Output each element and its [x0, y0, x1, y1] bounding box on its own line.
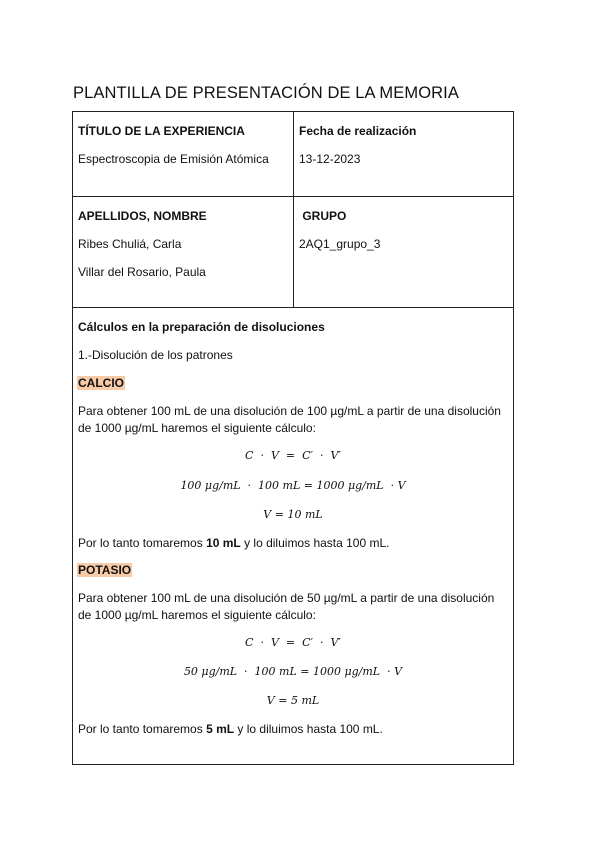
potasio-equation-result: V = 5 mL	[266, 694, 320, 707]
calcio-equation-result: V = 10 mL	[263, 508, 323, 521]
row-divider	[73, 307, 513, 308]
group-value: 2AQ1_grupo_3	[299, 237, 381, 251]
calcio-label: CALCIO	[78, 376, 124, 390]
potasio-label: POTASIO	[78, 563, 132, 577]
student-name: Villar del Rosario, Paula	[78, 265, 206, 279]
calcio-equation-values: 100 μg/mL · 100 mL = 1000 μg/mL · V	[180, 479, 406, 492]
page-title: PLANTILLA DE PRESENTACIÓN DE LA MEMORIA	[73, 84, 459, 102]
potasio-volume: 5 mL	[206, 722, 235, 736]
calculations-heading: Cálculos en la preparación de disoluciones	[78, 320, 325, 334]
date-label: Fecha de realización	[299, 124, 417, 138]
calcio-volume: 10 mL	[206, 536, 241, 550]
calcio-equation-general: C · V = C′ · V′	[245, 449, 341, 462]
group-label: GRUPO	[299, 209, 347, 223]
potasio-equation-values: 50 μg/mL · 100 mL = 1000 μg/mL · V	[183, 665, 403, 678]
names-label: APELLIDOS, NOMBRE	[78, 209, 207, 223]
potasio-equation-general: C · V = C′ · V′	[245, 636, 341, 649]
student-name: Ribes Chuliá, Carla	[78, 237, 182, 251]
date-value: 13-12-2023	[299, 152, 361, 166]
memoria-table	[72, 111, 514, 765]
calculations-subheading: 1.-Disolución de los patrones	[78, 348, 233, 362]
experience-title-value: Espectroscopia de Emisión Atómica	[78, 152, 269, 166]
potasio-intro: Para obtener 100 mL de una disolución de 50 µg/mL a partir de una disolución de 1000 µg/mL haremos el siguiente cálculo:	[78, 591, 495, 622]
calcio-intro: Para obtener 100 mL de una disolución de 100 µg/mL a partir de una disolución de 1000 µg/mL haremos el siguiente cálculo:	[78, 404, 501, 435]
experience-title-label: TÍTULO DE LA EXPERIENCIA	[78, 124, 245, 138]
potasio-conclusion: Por lo tanto tomaremos 5 mL y lo diluimos hasta 100 mL.	[78, 722, 383, 736]
calcio-conclusion: Por lo tanto tomaremos 10 mL y lo diluimos hasta 100 mL.	[78, 536, 390, 550]
column-divider	[293, 112, 294, 307]
